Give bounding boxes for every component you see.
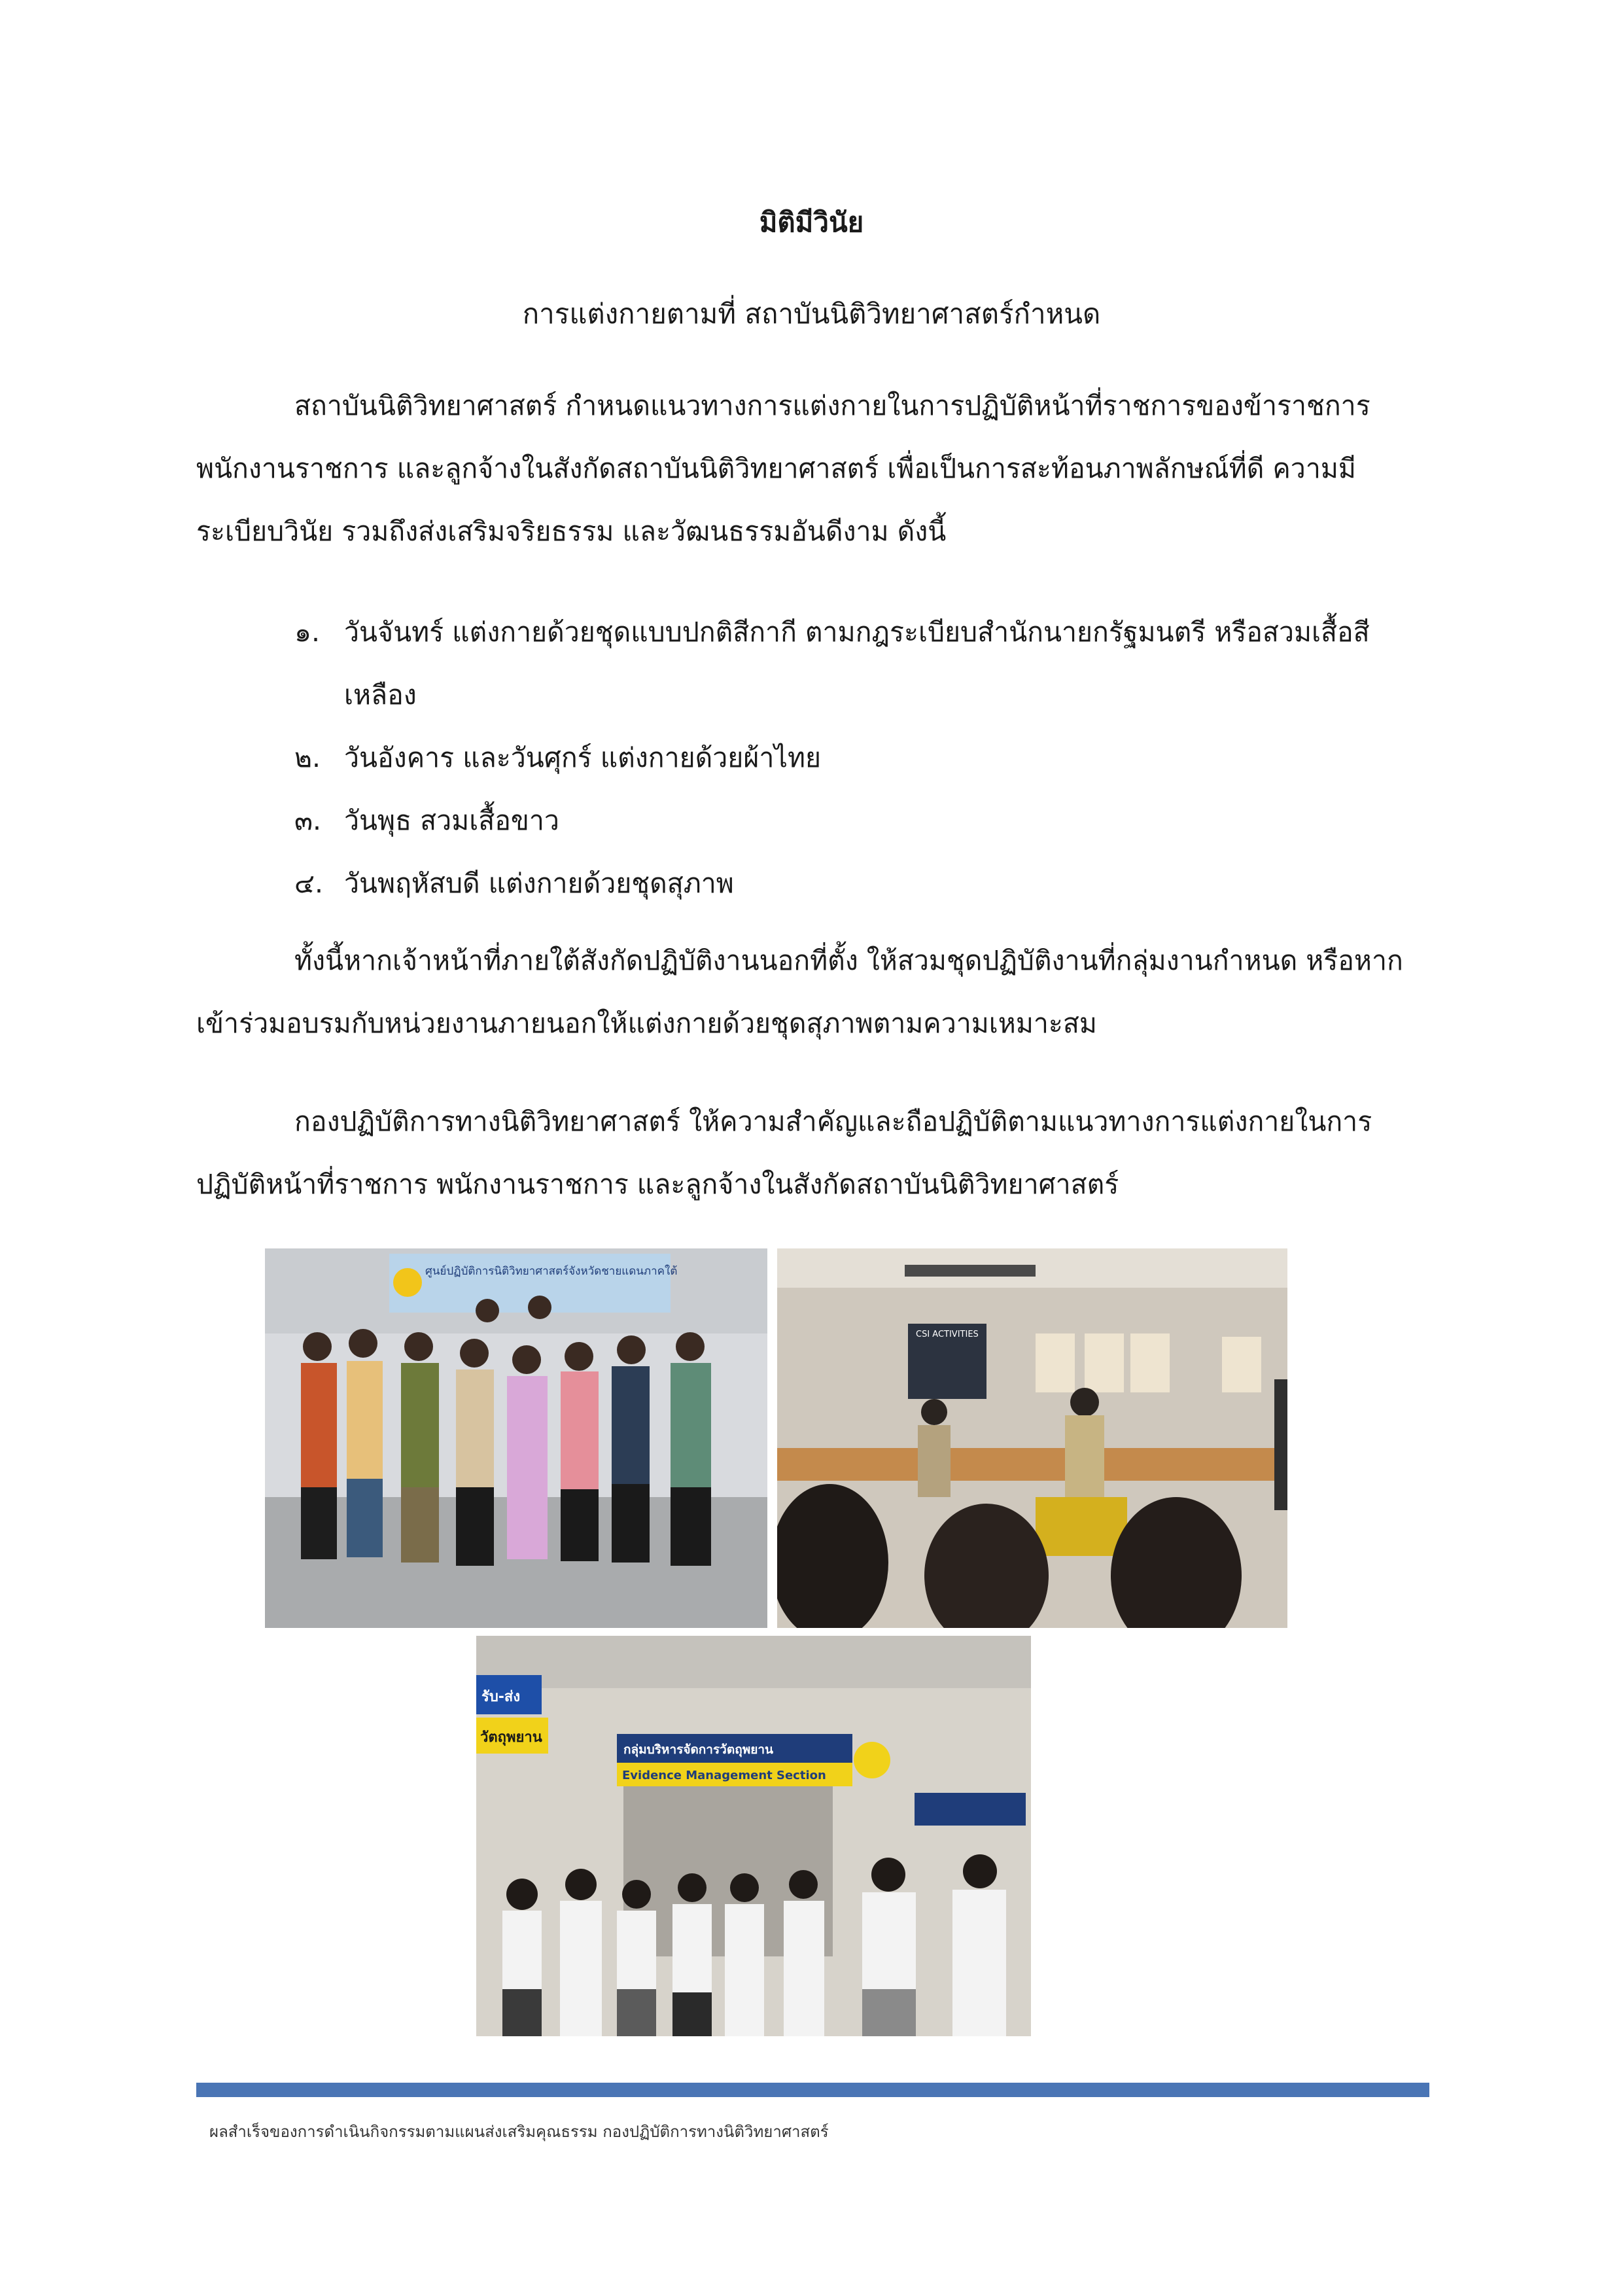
photo3-sign-english: Evidence Management Section [622, 1769, 826, 1782]
group-photo-thai-dress [265, 1248, 767, 1628]
dress-rule-list [294, 601, 1433, 915]
footer-caption: ผลสำเร็จของการดำเนินกิจกรรมตามแผนส่งเสริมคุณธรรม กองปฏิบัติการทางนิติวิทยาศาสตร์ [209, 2123, 829, 2141]
photo3-side-sign-1: รับ-ส่ง [481, 1689, 521, 1705]
page-subheading: การแต่งกายตามที่ สถาบันนิติวิทยาศาสตร์กำหนด [522, 298, 1101, 330]
page-heading: มิติมีวินัย [759, 206, 864, 238]
intro-paragraph: สถาบันนิติวิทยาศาสตร์ กำหนดแนวทางการแต่งกายในการปฏิบัติหน้าที่ราชการของข้าราชการ พนักงานราชการ และลูกจ้างในสังกัดสถาบันนิติวิทยาศาสตร์ เพื่อเป็นการสะท้อนภาพลักษณ์ที่ดี ความมีระเบียบวินัย รวมถึงส่งเสริมจริยธรรม และวัฒนธรรมอันดีงาม ดังนี้ [196, 390, 1370, 547]
photo1-sign-text: ศูนย์ปฏิบัติการนิติวิทยาศาสตร์จังหวัดชายแดนภาคใต้ [425, 1265, 678, 1278]
list-item: ๓. วันพุธ สวมเสื้อขาว [294, 805, 559, 836]
photo3-side-sign-2: วัตถุพยาน [480, 1729, 542, 1746]
closing-paragraph: กองปฏิบัติการทางนิติวิทยาศาสตร์ ให้ความสำคัญและถือปฏิบัติตามแนวทางการแต่งกายในการปฏิบัติหน้าที่ราชการ พนักงานราชการ และลูกจ้างในสังกัดสถาบันนิติวิทยาศาสตร์ [196, 1106, 1372, 1200]
list-item: ๒. วันอังคาร และวันศุกร์ แต่งกายด้วยผ้าไทย [294, 742, 822, 773]
footer-rule [196, 2083, 1429, 2097]
field-work-paragraph: ทั้งนี้หากเจ้าหน้าที่ภายใต้สังกัดปฏิบัติงานนอกที่ตั้ง ให้สวมชุดปฏิบัติงานที่กลุ่มงานกำหนด หรือหากเข้าร่วมอบรมกับหน่วยงานภายนอกให้แต่งกายด้วยชุดสุภาพตามความเหมาะสม [196, 945, 1403, 1039]
training-room-photo [777, 1248, 1287, 1628]
list-item: ๔. วันพฤหัสบดี แต่งกายด้วยชุดสุภาพ [294, 868, 734, 899]
evidence-section-photo [476, 1636, 1031, 2036]
photo3-sign-thai: กลุ่มบริหารจัดการวัตถุพยาน [623, 1742, 774, 1757]
list-item: ๑. วันจันทร์ แต่งกายด้วยชุดแบบปกติสีกากี ตามกฎระเบียบสำนักนายกรัฐมนตรี หรือสวมเสื้อสีเหลือง [294, 616, 1370, 711]
photo2-board-text: CSI ACTIVITIES [916, 1330, 979, 1339]
